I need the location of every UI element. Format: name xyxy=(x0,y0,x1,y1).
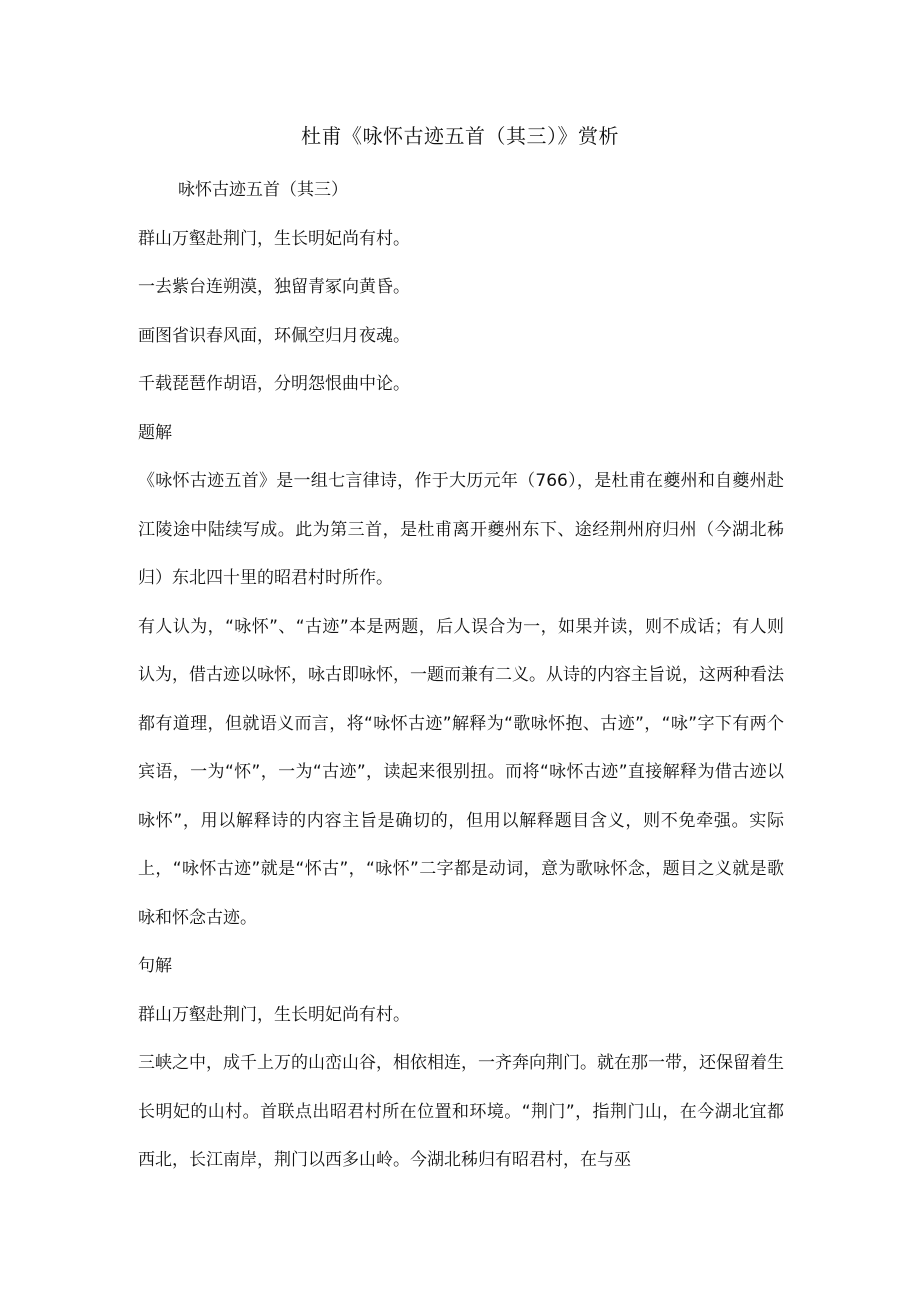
poem-line: 群山万壑赴荆门，生长明妃尚有村。 xyxy=(138,228,410,249)
document-body xyxy=(138,166,784,1185)
jujie-poem-line: 群山万壑赴荆门，生长明妃尚有村。 xyxy=(138,1004,410,1025)
section-heading-tijie: 题解 xyxy=(138,422,172,443)
jujie-paragraph: 三峡之中，成千上万的山峦山谷，相依相连，一齐奔向荆门。就在那一带，还保留着生长明妃的山村。首联点出昭君村所在位置和环境。“荆门”，指荆门山，在今湖北宜都西北，长江南岸，荆门以西多山岭。今湖北秭归有昭君村，在与巫 xyxy=(138,1053,784,1170)
section-heading-jujie: 句解 xyxy=(138,956,172,976)
poem-line: 一去紫台连朔漠，独留青冢向黄昏。 xyxy=(138,277,410,297)
poem-subtitle: 咏怀古迹五首（其三） xyxy=(178,180,348,200)
tijie-paragraph: 有人认为，“咏怀”、“古迹”本是两题，后人误合为一，如果并读，则不成话；有人则认为，借古迹以咏怀，咏古即咏怀，一题而兼有二义。从诗的内容主旨说，这两种看法都有道理，但就语义而言，将“咏怀古迹”解释为“歌咏怀抱、古迹”，“咏”字下有两个宾语，一为“怀”，一为“古迹”，读起来很别扭。而将“咏怀古迹”直接解释为借古迹以咏怀”，用以解释诗的内容主旨是确切的，但用以解释题目含义，则不免牵强。实际上，“咏怀古迹”就是“怀古”，“咏怀”二字都是动词，意为歌咏怀念，题目之义就是歌咏和怀念古迹。 xyxy=(138,616,784,928)
tijie-paragraph: 《咏怀古迹五首》是一组七言律诗，作于大历元年（766），是杜甫在夔州和自夔州赴江陵途中陆续写成。此为第三首，是杜甫离开夔州东下、途经荆州府归州（今湖北秭归）东北四十里的昭君村时所作。 xyxy=(138,471,784,588)
poem-line: 画图省识春风面，环佩空归月夜魂。 xyxy=(138,325,410,346)
document-title: 杜甫《咏怀古迹五首（其三）》赏析 xyxy=(301,124,619,148)
poem-line: 千载琵琶作胡语，分明怨恨曲中论。 xyxy=(138,374,410,394)
